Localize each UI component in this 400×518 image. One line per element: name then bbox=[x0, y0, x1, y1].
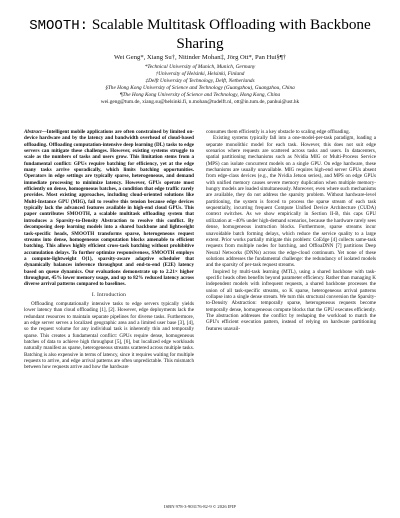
affiliation-2: †University of Helsinki, Helsinki, Finland bbox=[155, 71, 245, 77]
paper-title bbox=[20, 16, 380, 52]
left-column bbox=[24, 129, 194, 371]
affiliation-4: §The Hong Kong University of Science and Technology (Guangzhou), Guangzhou, China bbox=[105, 85, 295, 91]
section-heading-introduction: I. Introduction bbox=[91, 291, 127, 298]
author-emails: wei.geng@tum.de, xiang.su@helsinki.fi, n.mohan@tudelft.nl, ott@in.tum.de, panhui@ust.hk bbox=[100, 99, 300, 105]
intro-continuation: consumes them efficiently is a key obstacle to scaling edge offloading. bbox=[206, 129, 350, 135]
title-text: Scalable Multitask Offloading with Backbone Sharing bbox=[88, 16, 371, 52]
intro-paragraph-2: Existing systems typically fall into a one-model-per-task paradigm, loading a separate monolithic model for each task. However, this does not suit edge scenarios where requests are scattered across tasks and users. In datacenters, spatial partitioning mechanisms such as Nvidia MIG or Multi-Process Service (MPS) can isolate concurrent models on a single GPU. On edge hardware, these mechanisms are usually unavailable. MIG requires high-end server GPUs absent from edge-class devices (e.g., the Nvidia Jetson series), and MPS on edge GPUs with unified memory causes severe memory duplication when multiple memory-hungry models are loaded simultaneously. Moreover, even where such mechanisms are available, they do not address the sparsity problem. Without hardware-level partitioning, the system is forced to process the sparse stream of each task sequentially, incurring frequent Compute Unified Device Architecture (CUDA) context switches. As we show empirically in Section II-B, this caps GPU utilization at ~40% under high-demand scenarios, because the hardware rarely sees dense, homogeneous instruction blocks. Furthermore, sparse streams incur unavoidable batch forming delays, which reduce the service quality to a large extent. Prior works partially mitigate this problem: CoEdge [4] collects same-task requests from multiple nodes for batching, and OffloaDNN [7] partitions Deep Neural Networks (DNNs) across the edge-cloud continuum. Yet none of these solutions addresses the fundamental challenge: the redundancy of isolated models and the sparsity of per-task request streams. bbox=[206, 135, 376, 269]
affiliation-3: ‡Delft University of Technology, Delft, Netherlands bbox=[145, 78, 255, 84]
affiliation-5: ¶The Hong Kong University of Science and Technology, Hong Kong, China bbox=[119, 92, 281, 98]
title-system-name: SMOOTH: bbox=[29, 18, 89, 34]
isbn-footer: ISBN 978-3-903176-82-9 © 2026 IFIP bbox=[164, 504, 236, 509]
author-list: Wei Geng*, Xiang Su†, Nitinder Mohan‡, Jörg Ott*, Pan Hui§¶† bbox=[113, 54, 287, 61]
abstract bbox=[24, 129, 194, 288]
abstract-label: Abstract bbox=[24, 129, 42, 135]
intro-paragraph-3: Inspired by multi-task learning (MTL), using a shared backbone with task-specific heads often benefits beyond parameter efficiency. Rather than managing K independent models with infrequent requests, a shared backbone processes the union of all task-specific streams, so K sparse, heterogeneous arrival patterns collapse into a single dense stream. We turn this structural conversion the Sparsity-to-Density Abstraction: temporally sparse, heterogeneous requests become temporally dense, homogeneous compute blocks that the GPU executes efficiently. The abstraction addresses the conflict by reshaping the workload to match the GPU's efficient execution pattern, instead of relying on hardware partitioning features unavail- bbox=[206, 268, 376, 332]
right-column bbox=[206, 129, 376, 332]
intro-paragraph-1: Offloading computationally intensive tasks to edge servers typically yields lower latency than cloud offloading [1], [2]. However, edge deployments lack the redundant resources to maintain separate pipelines for diverse tasks. Furthermore, an edge server serves a localized geographic area and a limited user base [3], [4], so the request volume for any individual task is inherently thin and temporally sparse. This creates a fundamental conflict: GPUs require dense, homogeneous batches of data to achieve high throughput [5], [6], but localized edge workloads naturally manifest as sparse, heterogeneous streams scattered across multiple tasks. Batching is also expensive in terms of latency, since it requires waiting for multiple requests to arrive, and edge arrival patterns are often unpredictable. This mismatch between how requests arrive and how the hardware bbox=[24, 300, 194, 371]
affiliation-1: *Technical University of Munich, Munich, Germany bbox=[144, 64, 256, 70]
abstract-text: —Intelligent mobile applications are often constrained by limited on-device hardware and by the latency and bandwidth overhead of cloud-based offloading. Offloading computation-intensive deep learning (DL) tasks to edge servers can mitigate these challenges. However, existing systems struggle to scale as the numbers of tasks and users grow. This limitation stems from a fundamental conflict: GPUs require batching for efficiency, yet at the edge many tasks arrive sporadically, which limits batching opportunities. Operators in edge settings are typically sparse, heterogeneous, and demand immediate processing to minimize latency. However, GPUs operate most efficiently on dense, homogeneous batches, a condition that edge traffic rarely provides. Most existing approaches, including cloud-oriented solutions like Multi-Instance GPU (MIG), fail to resolve this tension because edge devices typically lack the advanced features available in high-end cloud GPUs. This paper contributes SMOOTH, a scalable multitask offloading system that introduces a Sparsity-to-Density Abstraction to resolve this conflict. By decomposing deep learning models into a shared backbone and lightweight task-specific heads, SMOOTH transforms sparse, heterogeneous request streams into dense, homogeneous computation blocks amenable to efficient batching. This allows highly efficient cross-task batching without prohibitive accumulation delays. To further optimize responsiveness, SMOOTH employs a compute-lightweight O(1), sparsity-aware adaptive scheduler that dynamically balances inference throughput and end-to-end (E2E) latency based on queue dynamics. Our evaluations demonstrate up to 2.21× higher throughput, 45% lower memory usage, and up to 82% reduced latency across diverse arrival patterns compared to baselines. bbox=[24, 129, 194, 288]
